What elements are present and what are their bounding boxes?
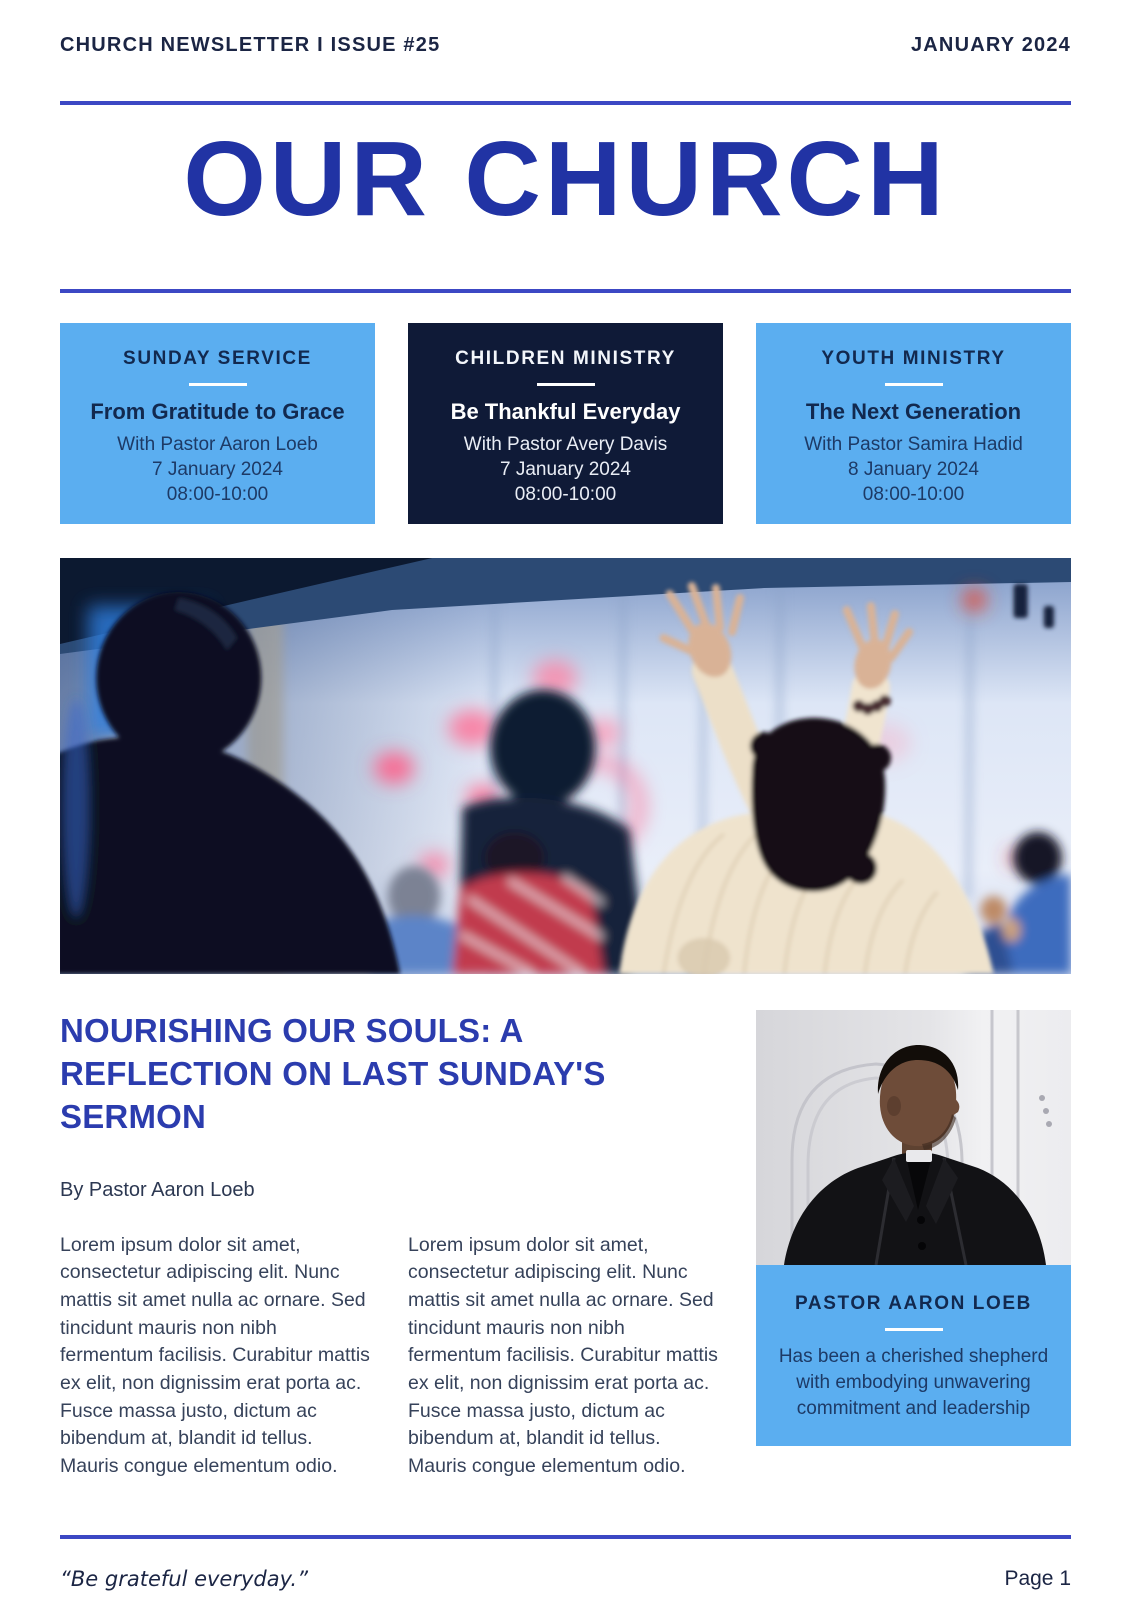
event-details xyxy=(770,432,1057,508)
event-date: 7 January 2024 xyxy=(500,459,631,480)
event-card-children-ministry xyxy=(408,323,723,524)
event-card-sunday-service xyxy=(60,323,375,524)
event-details xyxy=(74,432,361,508)
pastor-description: Has been a cherished shepherd with embodying unwavering commitment and leadership xyxy=(778,1345,1049,1420)
newsletter-issue-label: CHURCH NEWSLETTER I ISSUE #25 xyxy=(60,34,441,56)
worship-photo xyxy=(60,558,1071,974)
event-title: The Next Generation xyxy=(805,398,1022,424)
event-title: From Gratitude to Grace xyxy=(90,398,345,424)
event-speaker: With Pastor Avery Davis xyxy=(463,433,668,455)
event-date: 7 January 2024 xyxy=(152,459,283,480)
masthead-title: OUR CHURCH xyxy=(183,120,948,238)
article-column-1: Lorem ipsum dolor sit amet, consectetur adipiscing elit. Nunc mattis sit amet nulla ac ornare. Sed tincidunt mauris non nibh fermentum facilisis. Curabitur mattis ex elit, non dignissim erat porta ac. Fusce massa justo, dictum ac bibendum at, blandit id tellus. Mauris congue elementum odio. xyxy=(60,1233,370,1478)
page-footer xyxy=(60,1567,1071,1591)
footer-quote: “Be grateful everyday.” xyxy=(60,1566,308,1591)
event-time: 08:00-10:00 xyxy=(514,484,617,506)
card-divider xyxy=(885,383,943,386)
article-byline: By Pastor Aaron Loeb xyxy=(60,1178,255,1201)
event-details xyxy=(422,432,709,508)
card-divider xyxy=(537,383,595,386)
pastor-photo xyxy=(756,1010,1071,1265)
event-speaker: With Pastor Samira Hadid xyxy=(804,433,1023,455)
pastor-profile xyxy=(756,1010,1071,1481)
article-headline: NOURISHING OUR SOULS: A REFLECTION ON LAST SUNDAY'S SERMON xyxy=(60,1011,606,1135)
page-number: Page 1 xyxy=(1004,1566,1071,1590)
article-section xyxy=(60,1010,1071,1481)
event-time: 08:00-10:00 xyxy=(862,484,965,506)
event-cards-row xyxy=(60,323,1071,524)
masthead-rule xyxy=(60,289,1071,293)
event-speaker: With Pastor Aaron Loeb xyxy=(117,433,318,455)
event-time: 08:00-10:00 xyxy=(166,484,269,506)
pastor-name: PASTOR AARON LOEB xyxy=(795,1292,1032,1314)
page-header xyxy=(60,34,1071,57)
event-date: 8 January 2024 xyxy=(848,459,979,480)
article-column-2: Lorem ipsum dolor sit amet, consectetur adipiscing elit. Nunc mattis sit amet nulla ac ornare. Sed tincidunt mauris non nibh fermentum facilisis. Curabitur mattis ex elit, non dignissim erat porta ac. Fusce massa justo, dictum ac bibendum at, blandit id tellus. Mauris congue elementum odio. xyxy=(408,1233,718,1478)
newsletter-date-label: JANUARY 2024 xyxy=(910,34,1071,56)
card-divider xyxy=(189,383,247,386)
card-divider xyxy=(885,1328,943,1331)
event-card-youth-ministry xyxy=(756,323,1071,524)
header-rule xyxy=(60,101,1071,105)
footer-rule xyxy=(60,1535,1071,1539)
event-title: Be Thankful Everyday xyxy=(450,398,681,424)
event-category: CHILDREN MINISTRY xyxy=(455,347,676,369)
event-category: SUNDAY SERVICE xyxy=(123,347,312,369)
pastor-card xyxy=(756,1265,1071,1446)
event-category: YOUTH MINISTRY xyxy=(821,347,1006,369)
